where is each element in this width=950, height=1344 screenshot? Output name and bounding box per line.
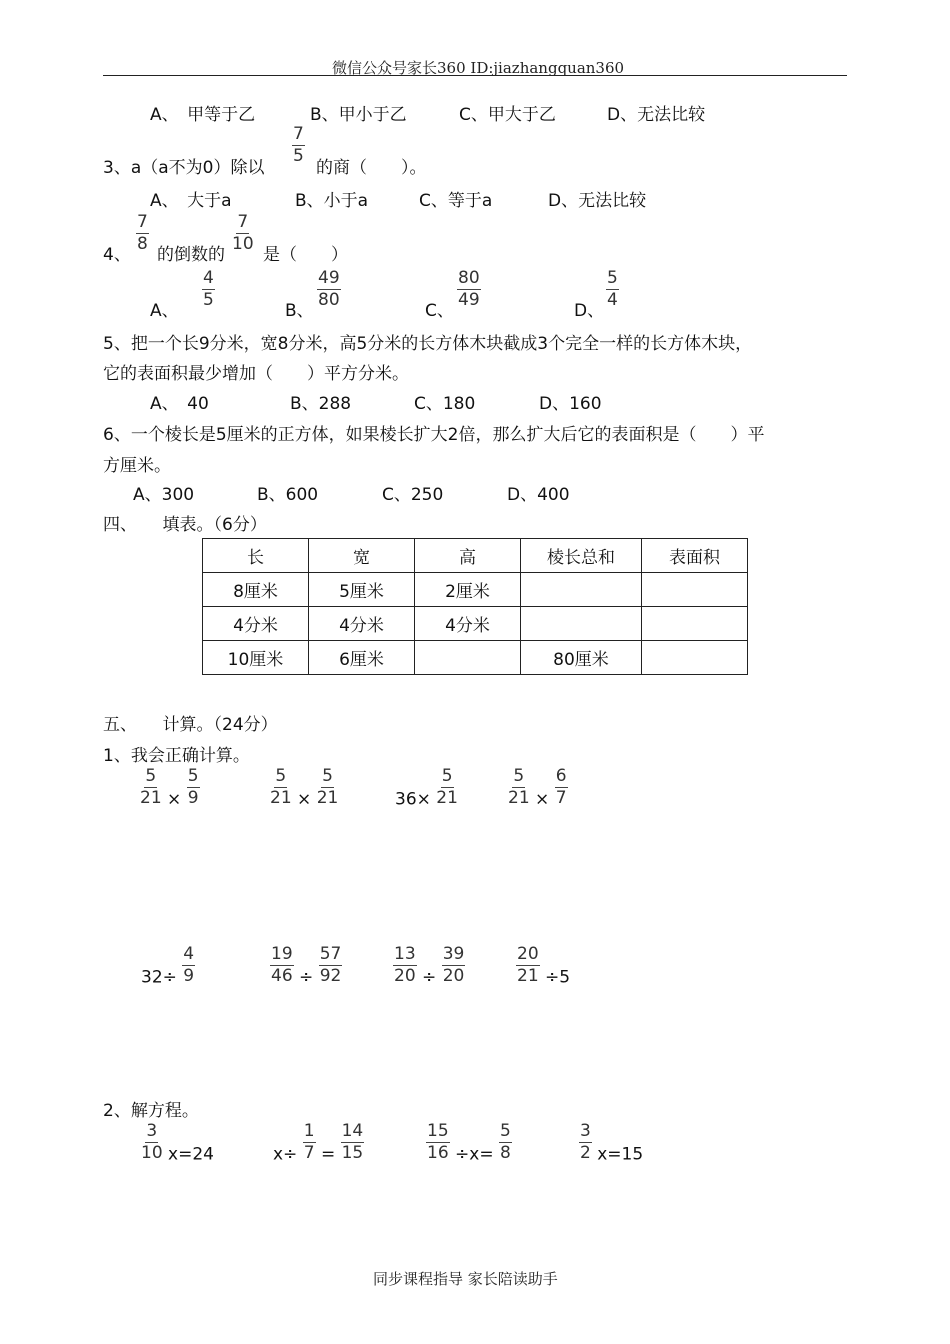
q3-fraction (292, 126, 305, 165)
q6-line-1: 6、一个棱长是5厘米的正方体，如果棱长扩大2倍，那么扩大后它的表面积是（ ）平 (103, 425, 765, 445)
numerator: 5 (607, 268, 618, 288)
numerator: 3 (146, 1121, 158, 1141)
denominator: 7 (303, 1143, 315, 1163)
table-cell: 4分米 (203, 607, 309, 641)
equation (426, 1123, 512, 1165)
q5-line-1: 5、把一个长9分米，宽8分米，高5分米的长方体木块截成3个完全一样的长方体木块， (103, 334, 753, 354)
q4-suffix: 是（ ） (263, 245, 348, 265)
table-header-cell: 高 (415, 539, 521, 573)
denominator: 21 (140, 788, 162, 808)
table-cell[interactable] (415, 641, 521, 675)
numerator: 19 (271, 944, 293, 964)
denominator: 5 (293, 146, 304, 166)
equation (273, 1123, 364, 1165)
denominator: 8 (137, 234, 148, 254)
numerator: 7 (293, 124, 304, 144)
q5-option-d: D、160 (539, 394, 602, 414)
denominator: 15 (341, 1143, 364, 1163)
denominator: 7 (555, 788, 567, 808)
numerator: 15 (427, 1121, 449, 1141)
table-header-row (203, 539, 748, 573)
fill-in-table (202, 538, 748, 675)
denominator: 16 (427, 1143, 449, 1163)
denominator: 9 (183, 966, 195, 986)
denominator: 5 (203, 290, 214, 310)
q6-option-a: A、300 (133, 485, 195, 505)
denominator: 21 (270, 788, 292, 808)
calc-problem (140, 768, 200, 810)
numerator: 7 (137, 212, 148, 232)
table-header-cell: 长 (203, 539, 309, 573)
numerator: 5 (145, 766, 157, 786)
table-cell: 6厘米 (309, 641, 415, 675)
operator: 36× (395, 789, 431, 810)
table-cell: 5厘米 (309, 573, 415, 607)
q5-option-b: B、288 (290, 394, 352, 414)
section-5-sub-2: 2、解方程。 (103, 1101, 199, 1121)
calc-problem (393, 946, 465, 988)
table-cell: 80厘米 (521, 641, 642, 675)
operator: × (297, 789, 312, 810)
calc-problem (270, 768, 338, 810)
q3-option-b: B、小于a (295, 191, 369, 211)
denominator: 20 (442, 966, 465, 986)
q4-label: 4、 (103, 245, 131, 265)
q3-option-c: C、等于a (419, 191, 493, 211)
q6-option-d: D、400 (507, 485, 570, 505)
table-header-cell: 宽 (309, 539, 415, 573)
calc-problem (395, 768, 458, 810)
calc-problem (508, 768, 568, 810)
numerator: 20 (517, 944, 539, 964)
table-row (203, 607, 748, 641)
header-divider (103, 75, 847, 76)
q5-option-a: A、 40 (150, 394, 209, 414)
section-5-sub-1: 1、我会正确计算。 (103, 746, 250, 766)
denominator: 10 (232, 234, 254, 254)
numerator: 5 (500, 1121, 511, 1141)
table-cell: 2厘米 (415, 573, 521, 607)
section-4-title: 四、 填表。（6分） (103, 515, 267, 535)
q3-option-d: D、无法比较 (548, 191, 647, 211)
q6-option-b: B、600 (257, 485, 319, 505)
numerator: 5 (322, 766, 333, 786)
denominator: 9 (187, 788, 199, 808)
numerator: 3 (580, 1121, 591, 1141)
denominator: 21 (517, 966, 539, 986)
denominator: 20 (394, 966, 416, 986)
q4-option-c-fraction (457, 270, 481, 309)
operator: 32÷ (141, 967, 177, 988)
numerator: 4 (203, 268, 214, 288)
operator: ÷ (299, 967, 314, 988)
numerator: 7 (237, 212, 249, 232)
numerator: 5 (513, 766, 525, 786)
denominator: 49 (458, 290, 480, 310)
q3-option-a: A、 大于a (150, 191, 232, 211)
q4-option-b-fraction (317, 270, 341, 309)
equation-text: ÷x= (455, 1144, 494, 1165)
q4-option-d-label: D、 (574, 301, 605, 321)
q2-option-a: A、 甲等于乙 (150, 105, 256, 125)
q4-fraction-1 (136, 214, 149, 253)
q4-option-d-fraction (606, 270, 619, 309)
equation-text: = (320, 1144, 336, 1165)
table-cell[interactable] (642, 607, 748, 641)
denominator: 21 (316, 788, 339, 808)
operator: ÷5 (545, 967, 571, 988)
table-cell: 10厘米 (203, 641, 309, 675)
table-header-cell: 棱长总和 (521, 539, 642, 573)
equation (579, 1123, 643, 1165)
q5-option-c: C、180 (414, 394, 476, 414)
q2-option-d: D、无法比较 (607, 105, 706, 125)
table-cell: 4分米 (309, 607, 415, 641)
equation-text: x÷ (273, 1144, 298, 1165)
numerator: 6 (555, 766, 567, 786)
table-cell[interactable] (521, 573, 642, 607)
q5-line-2: 它的表面积最少增加（ ）平方分米。 (103, 364, 409, 384)
operator: × (535, 789, 550, 810)
q4-option-a-label: A、 (150, 301, 179, 321)
denominator: 80 (318, 290, 340, 310)
q4-option-b-label: B、 (285, 301, 314, 321)
denominator: 46 (271, 966, 293, 986)
denominator: 92 (319, 966, 342, 986)
equation (141, 1123, 214, 1165)
equation-text: x=24 (168, 1144, 214, 1165)
table-cell[interactable] (642, 641, 748, 675)
numerator: 39 (442, 944, 465, 964)
q3-prefix: 3、a（a不为0）除以 (103, 158, 265, 178)
page-header: 微信公众号家长360 ID:jiazhangquan360 (332, 59, 625, 77)
q4-middle-text: 的倒数的 (157, 245, 225, 265)
numerator: 80 (458, 268, 480, 288)
numerator: 5 (275, 766, 287, 786)
table-cell[interactable] (521, 607, 642, 641)
numerator: 4 (183, 944, 195, 964)
operator: ÷ (422, 967, 437, 988)
denominator: 8 (500, 1143, 511, 1163)
calc-problem (141, 946, 195, 988)
q4-option-c-label: C、 (425, 301, 454, 321)
q3-suffix: 的商（ ）。 (316, 158, 427, 178)
table-row (203, 641, 748, 675)
numerator: 5 (441, 766, 453, 786)
numerator: 13 (394, 944, 416, 964)
numerator: 1 (303, 1121, 315, 1141)
numerator: 5 (187, 766, 199, 786)
table-row (203, 573, 748, 607)
numerator: 49 (318, 268, 340, 288)
page-footer: 同步课程指导 家长陪读助手 (373, 1270, 558, 1288)
table-cell[interactable] (642, 573, 748, 607)
numerator: 14 (341, 1121, 364, 1141)
denominator: 4 (607, 290, 618, 310)
operator: × (167, 789, 182, 810)
q4-fraction-2 (232, 214, 254, 253)
denominator: 21 (436, 788, 458, 808)
calc-problem (270, 946, 342, 988)
numerator: 57 (319, 944, 342, 964)
q4-option-a-fraction (202, 270, 215, 309)
equation-text: x=15 (597, 1144, 644, 1165)
denominator: 10 (141, 1143, 163, 1163)
section-5-title: 五、 计算。（24分） (103, 715, 278, 735)
table-header-cell: 表面积 (642, 539, 748, 573)
calc-problem (516, 946, 570, 988)
denominator: 21 (508, 788, 530, 808)
q6-option-c: C、250 (382, 485, 444, 505)
q6-line-2: 方厘米。 (103, 456, 171, 476)
q2-option-b: B、甲小于乙 (310, 105, 407, 125)
denominator: 2 (580, 1143, 591, 1163)
table-cell: 8厘米 (203, 573, 309, 607)
table-cell: 4分米 (415, 607, 521, 641)
q2-option-c: C、甲大于乙 (459, 105, 556, 125)
